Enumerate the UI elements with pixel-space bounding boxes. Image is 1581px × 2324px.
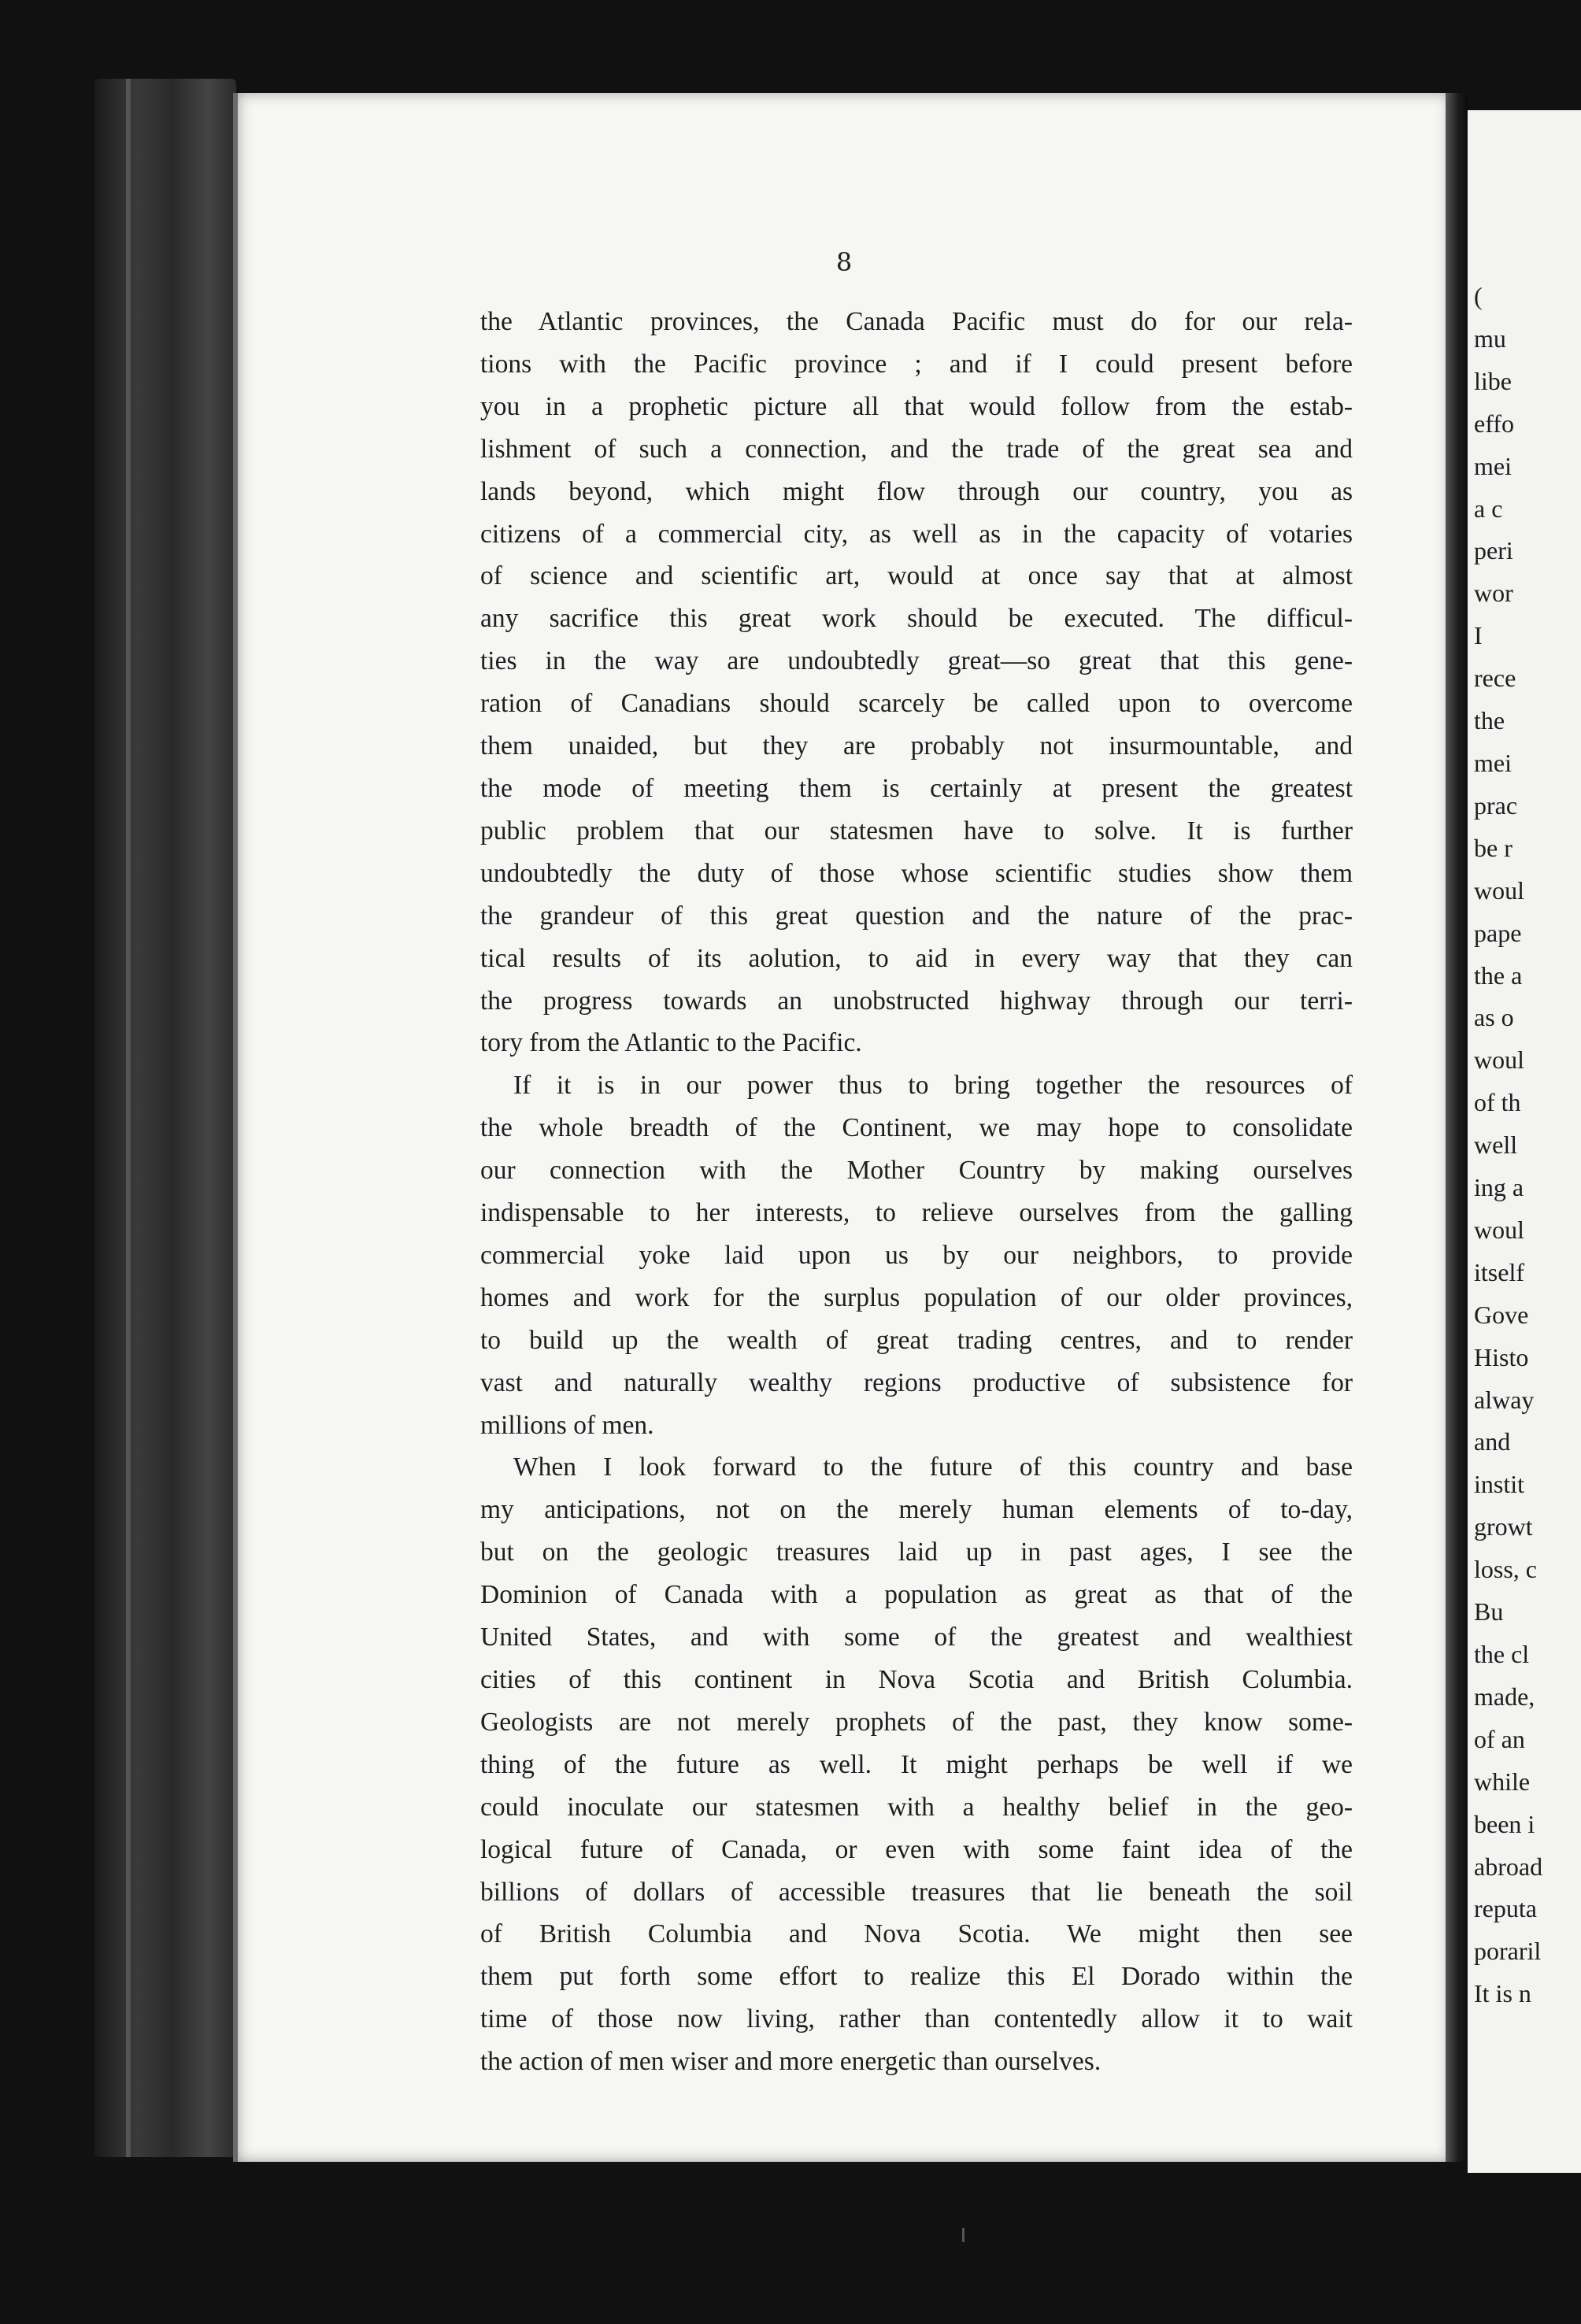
right-page-fragment: Histo [1474,1342,1529,1371]
text-line: public problem that our statesmen have to solve. It is further [480,816,1353,846]
right-page-fragment: instit [1474,1470,1525,1499]
text-line: commercial yoke laid upon us by our neighbors, to provide [480,1240,1353,1270]
right-page-fragment: itself [1474,1257,1524,1286]
text-line: to build up the wealth of great trading centres, and to render [480,1325,1353,1355]
text-line: but on the geologic treasures laid up in past ages, I see the [480,1538,1353,1567]
text-line: homes and work for the surplus population of our older provinces, [480,1282,1353,1312]
right-page-fragment: libe [1474,366,1512,395]
right-page-fragment: woul [1474,1045,1524,1075]
right-page-fragment: the a [1474,960,1523,990]
text-line: the grandeur of this great question and the nature of the prac- [480,901,1353,931]
text-line: of British Columbia and Nova Scotia. We might then see [480,1919,1353,1949]
text-line: cities of this continent in Nova Scotia and British Columbia. [480,1665,1353,1694]
right-page-fragment: made, [1474,1682,1535,1711]
text-line: the whole breadth of the Continent, we may hope to consolidate [480,1113,1353,1143]
right-page-fragment: ing a [1474,1173,1524,1202]
text-line: If it is in our power thus to bring together the resources of [513,1071,1353,1101]
text-line: you in a prophetic picture all that would follow from the estab- [480,391,1353,421]
page-mark [962,2228,965,2242]
right-page-fragment: and [1474,1427,1511,1456]
text-line: indispensable to her interests, to relieve ourselves from the galling [480,1198,1353,1228]
text-line: the action of men wiser and more energetic than ourselves. [480,2047,1102,2077]
text-line: ties in the way are undoubtedly great—so great that this gene- [480,646,1353,676]
text-line: Dominion of Canada with a population as great as that of the [480,1580,1353,1610]
right-page-fragment: Bu [1474,1597,1504,1626]
right-page-fragment: It is n [1474,1979,1531,2008]
left-page [233,93,1450,2162]
text-line: When I look forward to the future of this country and base [513,1452,1353,1482]
text-line: tions with the Pacific province ; and if I could present before [480,349,1353,379]
right-page-fragment: mei [1474,748,1512,777]
text-line: them unaided, but they are probably not insurmountable, and [480,731,1353,761]
text-line: them put forth some effort to realize this El Dorado within the [480,1962,1353,1992]
text-line: tory from the Atlantic to the Pacific. [480,1028,862,1058]
right-page-fragment: mei [1474,451,1512,480]
right-page-fragment: reputa [1474,1894,1537,1923]
text-line: logical future of Canada, or even with some faint idea of the [480,1834,1353,1864]
right-page-fragment: ( [1474,282,1483,310]
right-page-fragment: been i [1474,1809,1535,1838]
text-line: millions of men. [480,1410,654,1440]
text-line: the mode of meeting them is certainly at present the greatest [480,773,1353,803]
right-page-fragment: woul [1474,875,1524,905]
right-page-fragments [1474,276,1542,2015]
text-line: undoubtedly the duty of those whose scientific studies show them [480,858,1353,888]
text-line: vast and naturally wealthy regions productive of subsistence for [480,1367,1353,1397]
text-line: time of those now living, rather than contentedly allow it to wait [480,2004,1353,2034]
right-page-fragment: prac [1474,790,1518,820]
right-page-fragment: as o [1474,1003,1514,1032]
page-number: 8 [835,247,853,277]
right-page-fragment: mu [1474,324,1506,353]
right-page-fragment: woul [1474,1215,1524,1244]
book-page-edges [94,79,236,2157]
text-line: billions of dollars of accessible treasures that lie beneath the soil [480,1877,1353,1907]
right-page-fragment: pape [1474,918,1522,947]
text-line: lishment of such a connection, and the trade of the great sea and [480,434,1353,464]
book-gutter [1446,93,1468,2162]
right-page-edge [1468,110,1581,2173]
text-line: could inoculate our statesmen with a healthy belief in the geo- [480,1792,1353,1822]
text-line: my anticipations, not on the merely human elements of to-day, [480,1495,1353,1525]
text-line: United States, and with some of the greatest and wealthiest [480,1623,1353,1652]
right-page-fragment: rece [1474,664,1516,693]
text-line: tical results of its aolution, to aid in every way that they can [480,943,1353,973]
right-page-fragment: peri [1474,536,1513,565]
right-page-fragment: while [1474,1767,1531,1796]
right-page-fragment: loss, c [1474,1555,1537,1584]
right-page-fragment: effo [1474,409,1514,438]
right-page-fragment: be r [1474,833,1513,862]
right-page-fragment: of th [1474,1088,1521,1117]
right-page-fragment: the cl [1474,1640,1530,1668]
text-line: the progress towards an unobstructed highway through our terri- [480,986,1353,1016]
page-body-text [480,301,1353,2083]
right-page-fragment: of an [1474,1724,1525,1753]
right-page-fragment: alway [1474,1385,1535,1414]
right-page-fragment: Gove [1474,1300,1529,1329]
right-page-fragment: I [1474,621,1483,650]
text-line: of science and scientific art, would at once say that at almost [480,561,1353,591]
right-page-fragment: growt [1474,1512,1533,1541]
right-page-fragment: abroad [1474,1852,1543,1881]
text-line: citizens of a commercial city, as well as in the capacity of votaries [480,519,1353,549]
right-page-fragment: a c [1474,494,1503,523]
text-line: the Atlantic provinces, the Canada Pacific must do for our rela- [480,307,1353,336]
text-line: Geologists are not merely prophets of the past, they know some- [480,1707,1353,1737]
right-page-fragment: the [1474,706,1505,735]
text-line: ration of Canadians should scarcely be called upon to overcome [480,689,1353,719]
text-line: any sacrifice this great work should be executed. The difficul- [480,604,1353,634]
text-line: lands beyond, which might flow through our country, you as [480,476,1353,506]
text-line: our connection with the Mother Country by making ourselves [480,1156,1353,1186]
right-page-fragment: wor [1474,579,1513,608]
right-page-fragment: well [1474,1131,1518,1160]
text-line: thing of the future as well. It might perhaps be well if we [480,1749,1353,1779]
right-page-fragment: poraril [1474,1937,1542,1966]
